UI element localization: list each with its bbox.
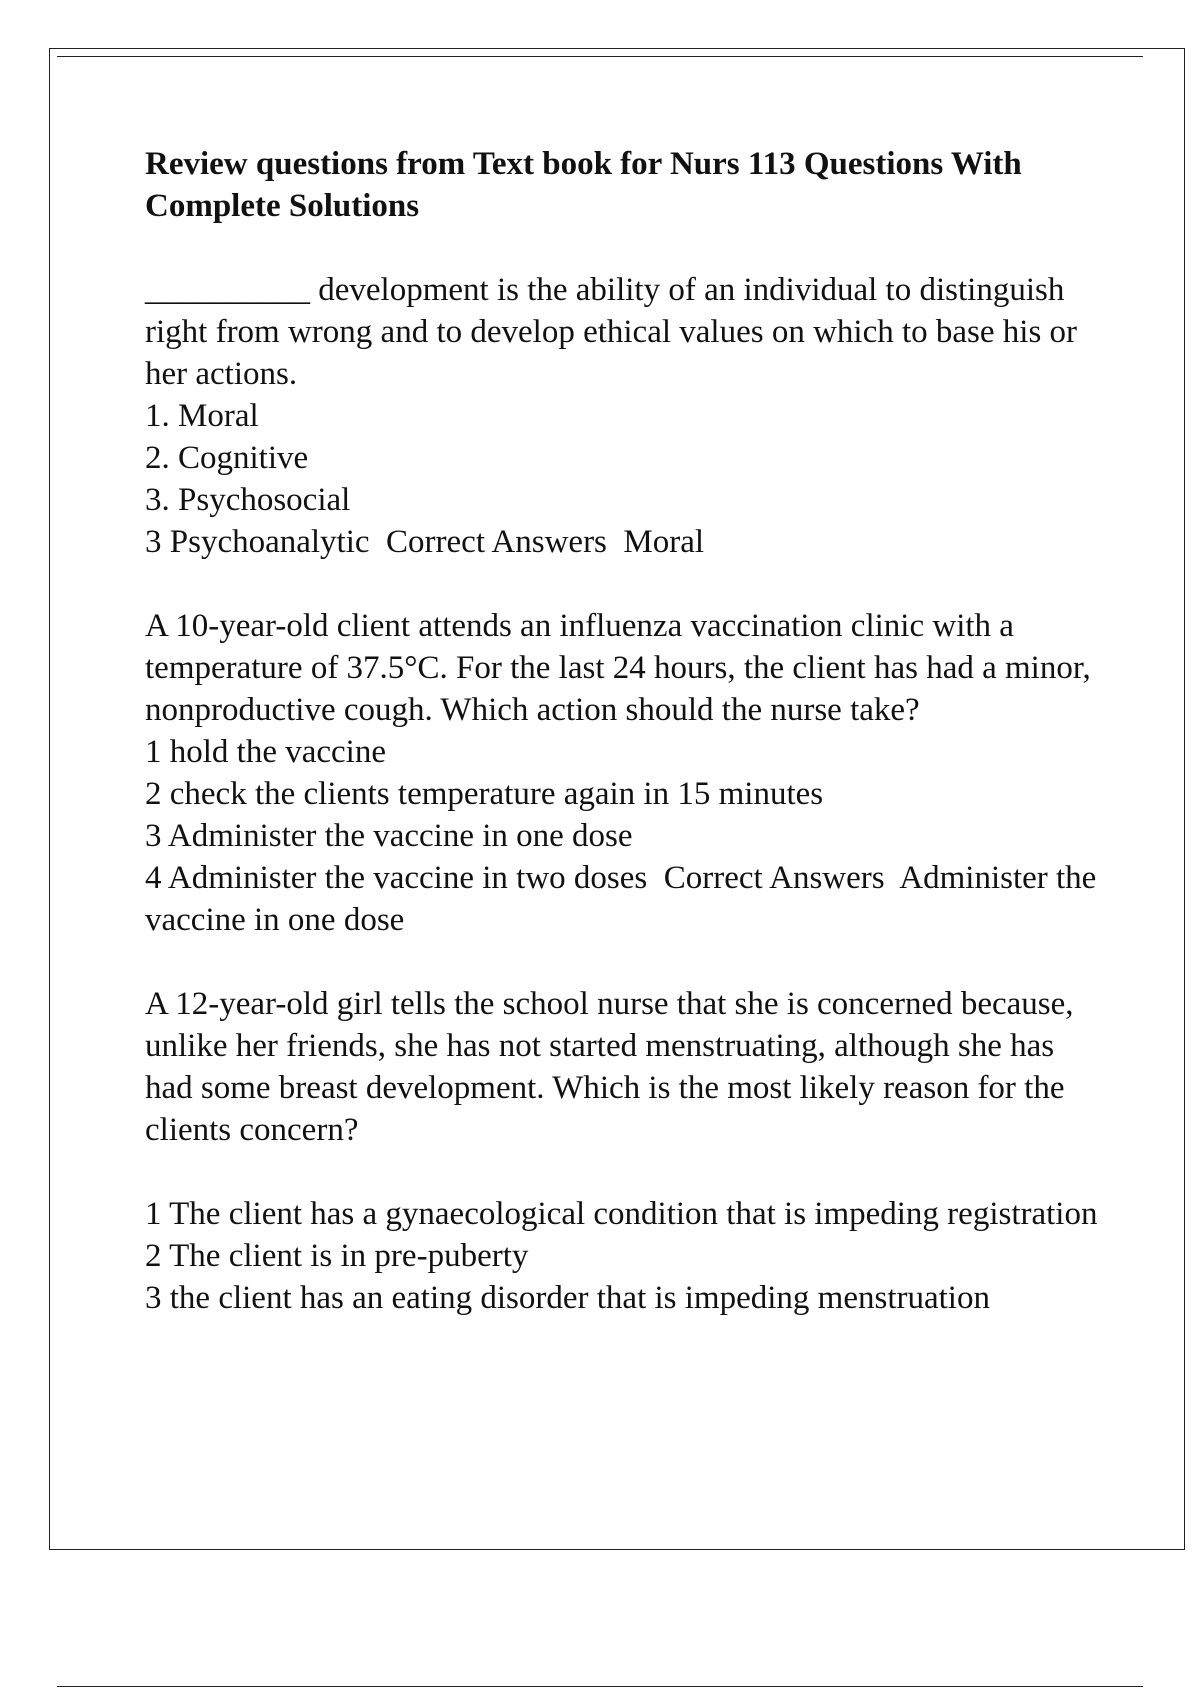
question-2-option-1: 1 hold the vaccine [145,734,386,770]
bottom-rule [57,1686,1143,1687]
document-body [145,143,1105,1361]
question-1-option-1: 1. Moral [145,398,259,434]
document-title: Review questions from Text book for Nurs 113 Questions With Complete Solutions [145,146,1022,224]
question-2 [145,605,1105,941]
question-3-spacer [145,1151,1105,1193]
question-2-option-4-answer: 4 Administer the vaccine in two doses Correct Answers Administer the vaccine in one dose [145,860,1105,938]
question-2-option-2: 2 check the clients temperature again in 15 minutes [145,776,824,812]
question-3-stem: A 12-year-old girl tells the school nurse that she is concerned because, unlike her friends, she has not started menstruating, although she has had some breast development. Which is the most likely reason for the clients concern? [145,986,1082,1148]
question-1-option-3: 3. Psychosocial [145,482,351,518]
question-1 [145,269,1105,563]
question-3 [145,983,1105,1319]
question-3-option-2: 2 The client is in pre-puberty [145,1238,529,1274]
question-2-stem: A 10-year-old client attends an influenza vaccination clinic with a temperature of 37.5°C. For the last 24 hours, the client has had a minor, nonproductive cough. Which action should the nurse take? [145,608,1099,728]
question-1-option-4-answer: 3 Psychoanalytic Correct Answers Moral [145,524,705,560]
question-2-option-3: 3 Administer the vaccine in one dose [145,818,633,854]
question-1-stem: __________ development is the ability of an individual to distinguish right from wrong and to develop ethical values on which to base his or her actions. [145,272,1086,392]
question-3-option-3: 3 the client has an eating disorder that is impeding menstruation [145,1280,990,1316]
question-1-option-2: 2. Cognitive [145,440,309,476]
question-3-option-1: 1 The client has a gynaecological condition that is impeding registration [145,1196,1098,1232]
